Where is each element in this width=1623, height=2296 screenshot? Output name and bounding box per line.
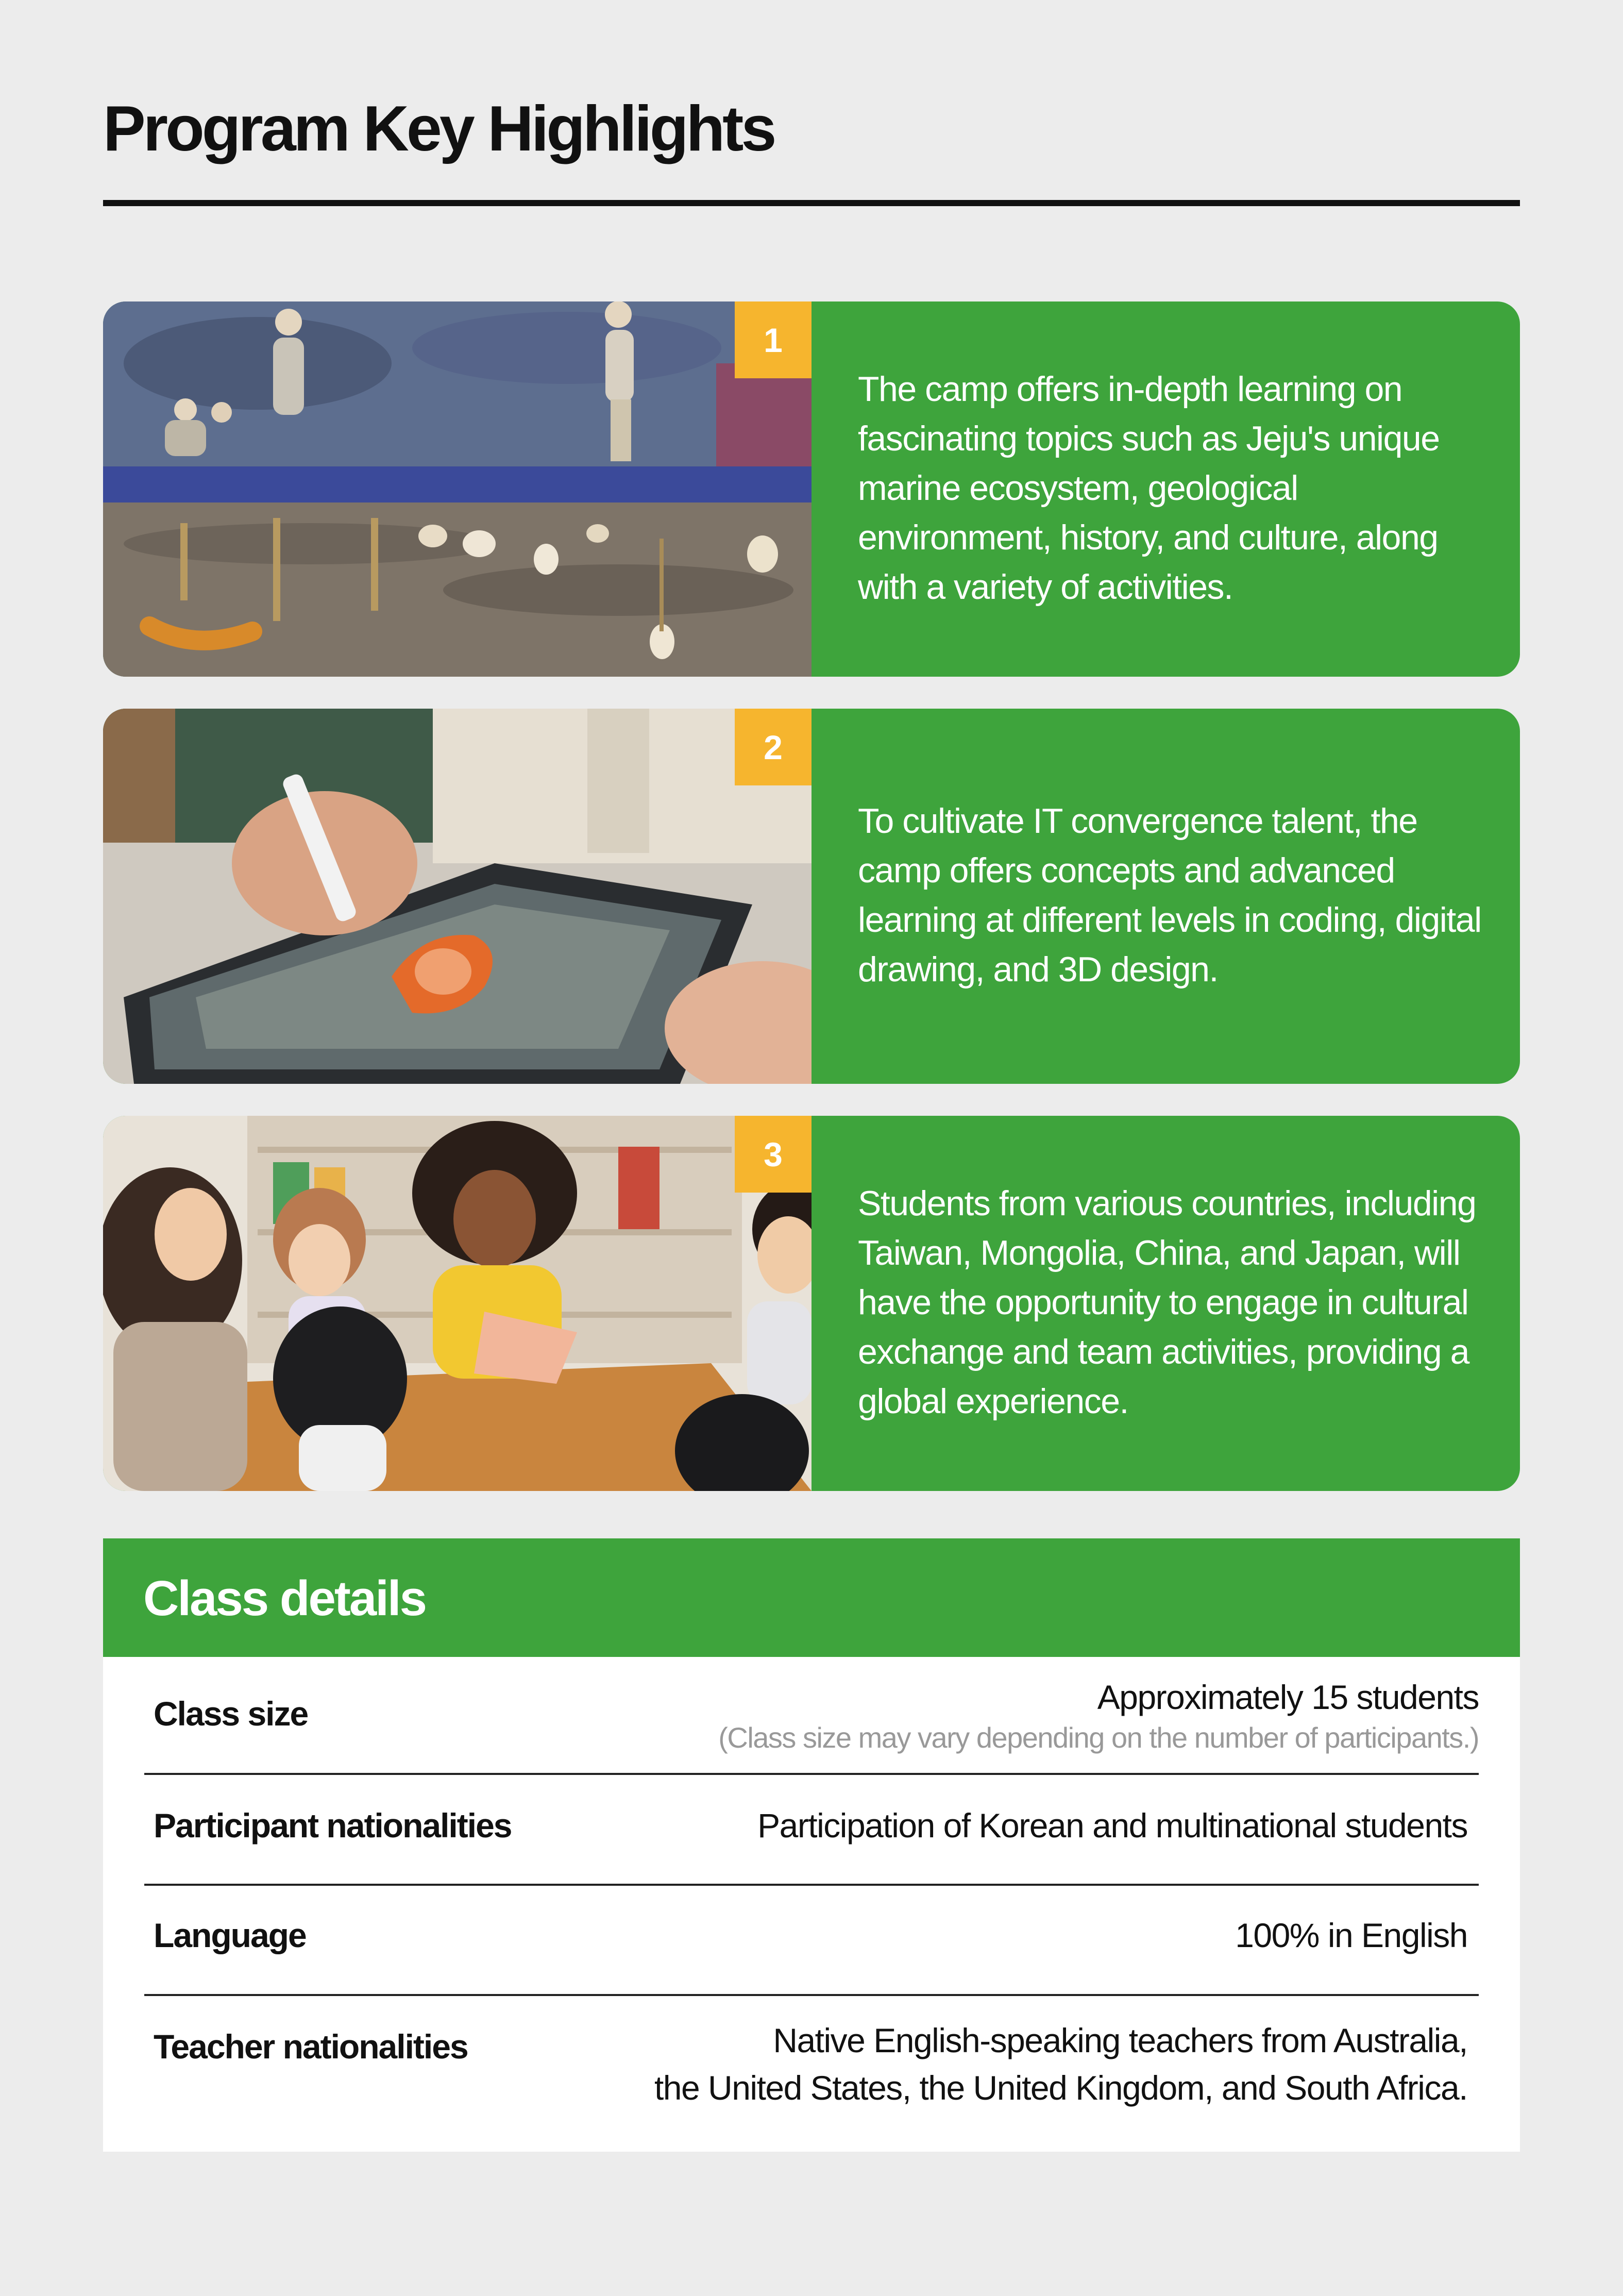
- highlight-number-badge: 2: [735, 709, 812, 785]
- highlight-number-badge: 1: [735, 301, 812, 378]
- details-row-value: Participation of Korean and multinational students: [757, 1806, 1467, 1845]
- details-row-label: Participant nationalities: [154, 1806, 512, 1845]
- details-row-participant-nationalities: [144, 1775, 1479, 1883]
- class-details-header: [103, 1538, 1520, 1657]
- details-row-note: (Class size may vary depending on the number of participants.): [718, 1721, 1479, 1754]
- details-row-label: Class size: [154, 1695, 308, 1733]
- class-details-table: [103, 1657, 1520, 2152]
- students-around-table-photo: [103, 1116, 812, 1491]
- highlight-description: To cultivate IT convergence talent, the camp offers concepts and advanced learning at different levels in coding, digital drawing, and 3D design.: [858, 801, 1481, 989]
- details-row-label: Language: [154, 1916, 306, 1954]
- details-row-value: Approximately 15 students: [1097, 1678, 1479, 1716]
- details-row-teacher-nationalities: [144, 1996, 1479, 2151]
- highlight-card-2: [103, 709, 1520, 1084]
- details-row-class-size: [144, 1657, 1479, 1775]
- details-row-value-line-2: the United States, the United Kingdom, and South Africa.: [654, 2069, 1467, 2107]
- page-title: Program Key Highlights: [103, 93, 774, 164]
- highlight-description: The camp offers in-depth learning on fascinating topics such as Jeju's unique marine ecosystem, geological environment, history, and culture, along with a variety of activities.: [858, 370, 1440, 607]
- highlight-description: Students from various countries, including Taiwan, Mongolia, China, and Japan, will have the opportunity to engage in cultural exchange and team activities, providing a global experience.: [858, 1184, 1476, 1421]
- details-row-label: Teacher nationalities: [154, 2027, 468, 2066]
- highlight-number-badge: 3: [735, 1116, 812, 1193]
- coastal-shellfish-gathering-photo: [103, 301, 812, 677]
- details-row-language: [144, 1886, 1479, 1994]
- highlight-card-3: [103, 1116, 1520, 1491]
- highlight-card-1: [103, 301, 1520, 677]
- class-details-title: Class details: [143, 1571, 426, 1626]
- tablet-digital-drawing-photo: [103, 709, 812, 1084]
- title-divider: [103, 200, 1520, 206]
- details-row-value: 100% in English: [1235, 1916, 1467, 1954]
- details-row-value-line-1: Native English-speaking teachers from Australia,: [773, 2021, 1467, 2059]
